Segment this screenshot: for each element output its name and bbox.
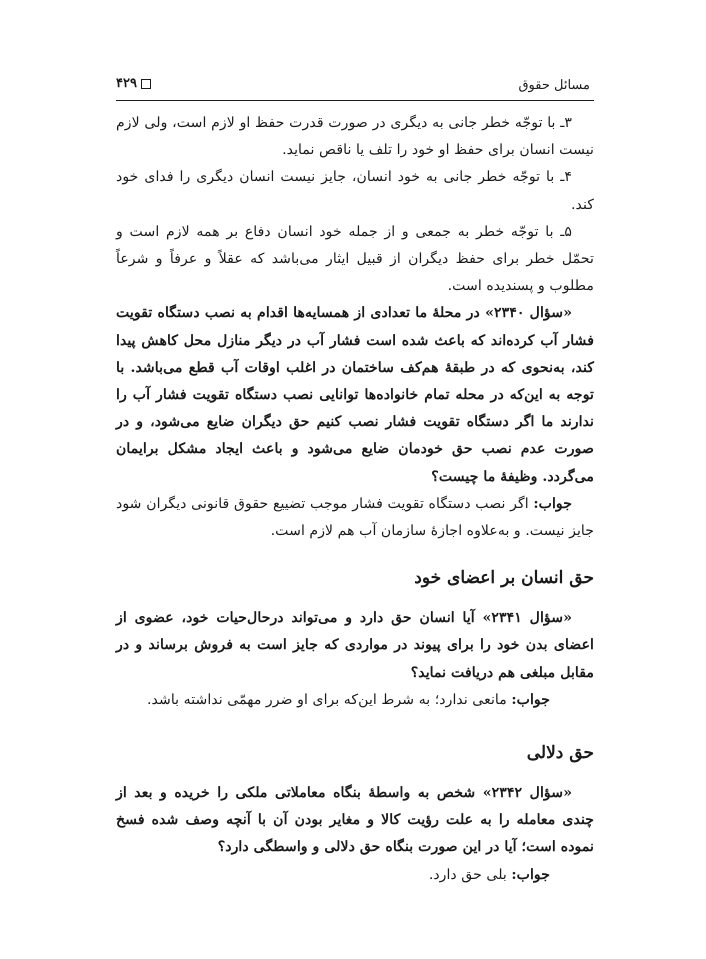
question-label: «سؤال ۲۳۴۲» [482,785,572,802]
answer-text: اگر نصب دستگاه تقویت فشار موجب تضییع حقوق قانونی دیگران شود جایز نیست. و به‌علاوه اجازهٔ سازمان آب هم لازم است. [116,495,594,540]
section-heading: حق انسان بر اعضای خود [414,568,594,589]
answer-2340 [116,491,594,545]
page-header [116,76,594,98]
answer-2341 [116,687,594,714]
question-text: در محلهٔ ما تعدادی از همسایه‌ها اقدام به نصب دستگاه تقویت فشار آب کرده‌اند که باعث شده است فشار آب در دیگر منازل محل کاهش پیدا کند، به‌نحوی که در طبقهٔ هم‌کف ساختمان در اغلب اوقات آب قطع می‌باشد. با توجه به این‌که در محله تمام خانواده‌ها توانایی نصب دستگاه تقویت فشار آب را ندارند ما اگر دستگاه تقویت فشار نصب کنیم حق دیگران ضایع می‌شود، و در صورت عدم نصب حق خودمان ضایع می‌شود و باعث ایجاد مشکل برایمان می‌گردد. وظیفهٔ ما چیست؟ [116,305,594,485]
answer-text: مانعی ندارد؛ به شرط این‌که برای او ضرر مهمّی نداشته باشد. [147,691,507,708]
answer-text: بلی حق دارد. [428,866,507,883]
answer-label: جواب: [533,495,572,512]
question-2340 [116,300,594,490]
list-item: ۴ـ با توجّه خطر جانی به خود انسان، جایز نیست انسان دیگری را فدای خود کند. [116,169,594,213]
question-text: آیا انسان حق دارد و می‌تواند درحال‌حیات خود، عضوی از اعضای بدن خود را برای پیوند در مواردی که جایز است به فروش برساند و در مقابل مبلغی هم دریافت نماید؟ [116,610,594,681]
answer-label: جواب: [511,866,550,883]
list-item: ۳ـ با توجّه خطر جانی به دیگری در صورت قدرت حفظ او لازم است، ولی لازم نیست انسان برای حفظ او خود را تلف یا ناقص نماید. [116,115,594,159]
question-2341 [116,605,594,687]
answer-label: جواب: [511,691,550,708]
question-text: شخص به واسطهٔ بنگاه معاملاتی ملکی را خریده و بعد از چندی معامله را به علت رؤیت کالا و مغایر بودن آن با آنچه وصف شده فسخ نموده است؛ آیا در این صورت بنگاه حق دلالی و واسطگی دارد؟ [116,785,594,856]
list-item: ۵ـ با توجّه خطر به جمعی و از جمله خود انسان دفاع بر همه لازم است و تحمّل خطر برای حفظ دیگران از قبیل ایثار می‌باشد که عقلاً و عرفاً و شرعاً مطلوب و پسندیده است. [116,223,594,295]
running-title: مسائل حقوق [518,78,590,93]
question-label: «سؤال ۲۳۴۰» [485,305,572,322]
page-number-text: ۴۲۹ [116,76,137,91]
page-number [116,76,151,91]
answer-2342 [116,862,594,889]
page-body [116,110,594,889]
section-heading: حق دلالی [526,743,594,764]
question-2342 [116,780,594,862]
square-ornament-icon [141,79,151,89]
question-label: «سؤال ۲۳۴۱» [482,610,572,627]
header-rule [116,100,594,101]
